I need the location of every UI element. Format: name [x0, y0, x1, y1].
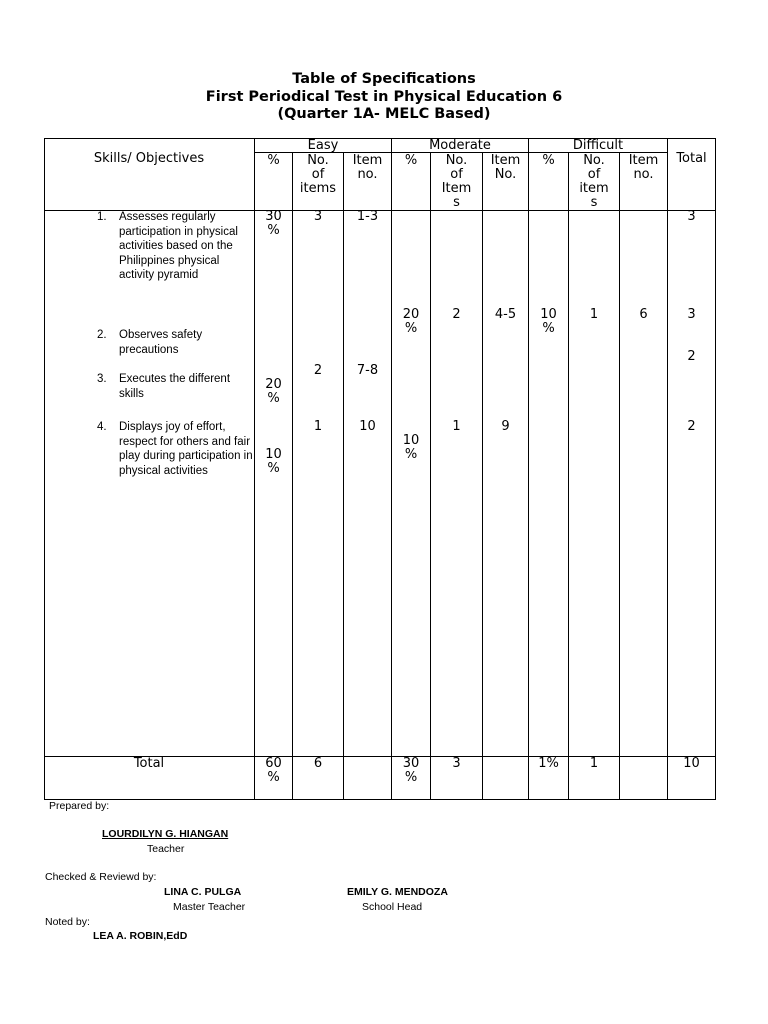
cell-value: 9 [501, 419, 510, 434]
cell-value: 1 [313, 419, 323, 434]
col-line [391, 138, 392, 800]
cell-value: 6 [639, 307, 648, 322]
cell-value: 10 [359, 419, 376, 434]
header-moderate-item-no: Item No. [490, 153, 521, 182]
prepared-by-label: Prepared by: [49, 800, 110, 812]
title-line-2: First Periodical Test in Physical Education 6 [205, 89, 563, 105]
col-line [292, 152, 293, 800]
col-line [619, 152, 620, 800]
cell-value: 2 [313, 363, 323, 378]
header-difficult-percent: % [542, 153, 555, 168]
header-easy-no-items: No. of items [299, 153, 337, 196]
checked-by-label: Checked & Reviewd by: [45, 871, 157, 883]
table-border-left [44, 138, 45, 800]
cell-value: 1 [589, 307, 599, 322]
cell-value: 2 [687, 349, 696, 364]
col-line [482, 152, 483, 800]
header-moderate: Moderate [429, 138, 491, 153]
col-line [430, 152, 431, 800]
header-easy: Easy [307, 138, 339, 153]
checker-role: School Head [362, 901, 423, 913]
col-line [568, 152, 569, 800]
header-difficult-item-no: Item no. [628, 153, 659, 182]
header-difficult-no-items: No. of item s [579, 153, 609, 210]
cell-value: 10 % [402, 433, 420, 462]
header-total: Total [676, 151, 707, 166]
cell-value: 10 % [540, 307, 557, 336]
col-line [667, 138, 668, 800]
total-value: 1 [589, 756, 599, 771]
noter-name: LEA A. ROBIN,EdD [93, 930, 188, 942]
header-skills: Skills/ Objectives [93, 151, 205, 166]
col-line [343, 152, 344, 800]
table-border-right [715, 138, 716, 800]
table-border-bottom [44, 799, 716, 800]
header-moderate-no-items: No. of Item s [441, 153, 472, 210]
total-value: 1% [538, 756, 559, 771]
cell-value: 1-3 [356, 209, 379, 224]
cell-value: 7-8 [356, 363, 379, 378]
cell-value: 3 [687, 209, 696, 224]
cell-value: 10 % [265, 447, 282, 476]
cell-value: 20 % [265, 377, 282, 406]
total-value: 60 % [265, 756, 282, 785]
total-row-label: Total [133, 756, 165, 771]
cell-value: 2 [452, 307, 461, 322]
col-line [528, 138, 529, 800]
cell-value: 3 [687, 307, 696, 322]
header-difficult: Difficult [572, 138, 624, 153]
cell-value: 3 [313, 209, 323, 224]
preparer-role: Teacher [147, 843, 185, 855]
checker-name: EMILY G. MENDOZA [347, 886, 448, 898]
header-easy-item-no: Item no. [352, 153, 383, 182]
title-line-1: Table of Specifications [292, 71, 476, 87]
header-easy-percent: % [267, 153, 280, 168]
noted-by-label: Noted by: [45, 916, 90, 928]
total-value: 10 [683, 756, 700, 771]
title-line-3: (Quarter 1A- MELC Based) [277, 106, 491, 122]
header-moderate-percent: % [404, 153, 418, 168]
total-value: 30 % [402, 756, 420, 785]
total-value: 6 [313, 756, 323, 771]
checker-role: Master Teacher [173, 901, 246, 913]
checker-name: LINA C. PULGA [164, 886, 242, 898]
cell-value: 20 % [402, 307, 420, 336]
total-value: 3 [452, 756, 461, 771]
cell-value: 1 [452, 419, 461, 434]
preparer-name: LOURDILYN G. HIANGAN [102, 828, 229, 840]
cell-value: 30 % [265, 209, 282, 238]
cell-value: 2 [687, 419, 696, 434]
cell-value: 4-5 [494, 307, 517, 322]
